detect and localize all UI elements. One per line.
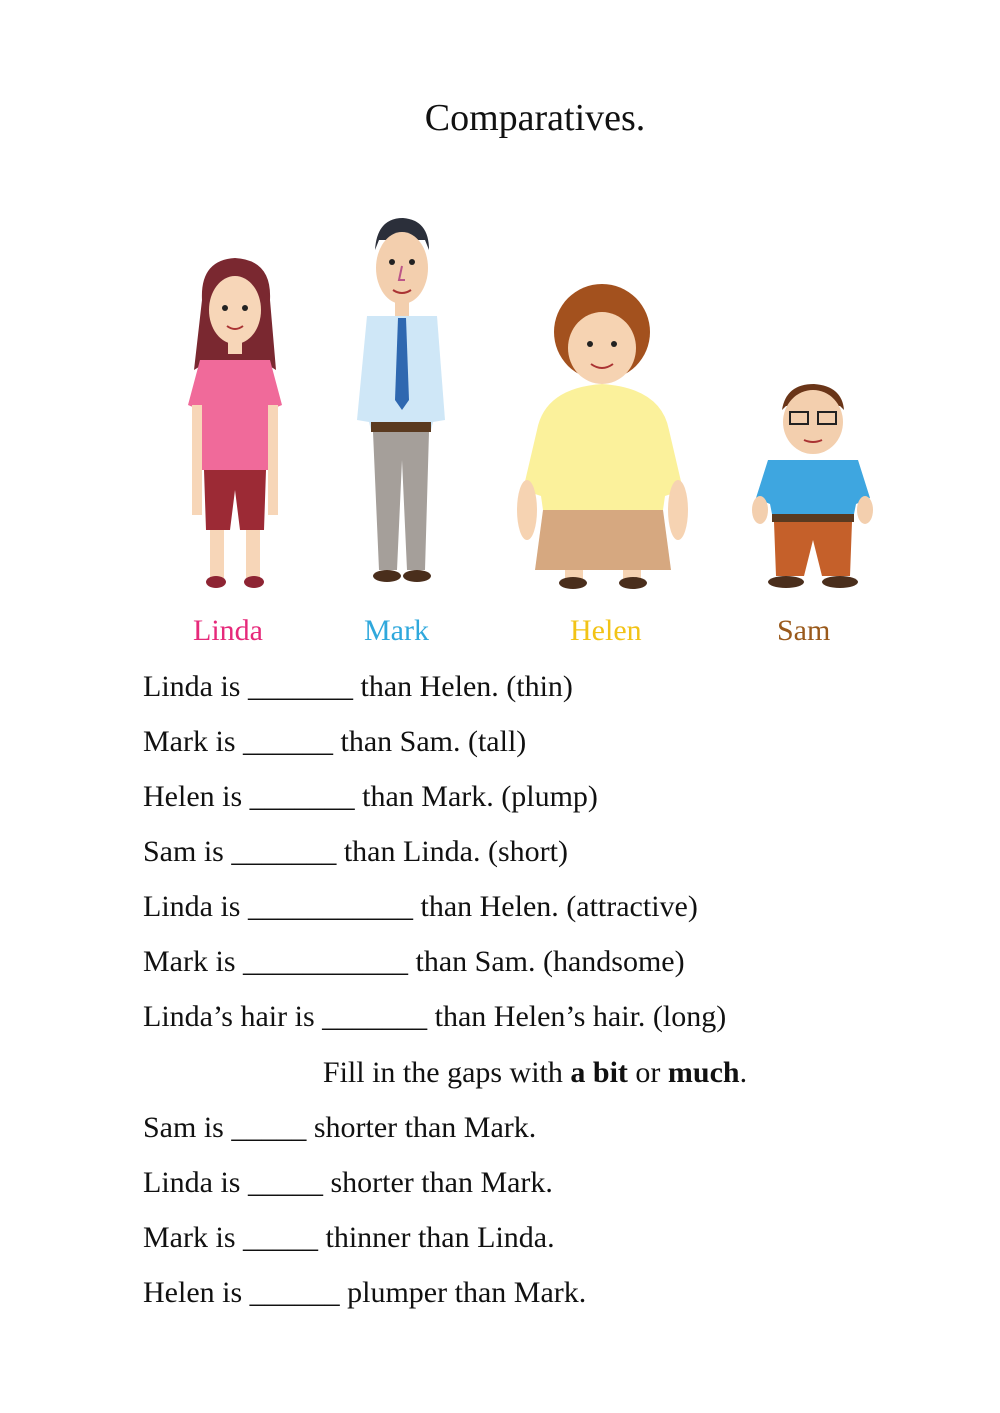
girl-figure-icon (180, 240, 290, 590)
instruction (0, 1056, 1000, 1090)
characters-illustration (0, 190, 1000, 590)
instruction-suffix: . (739, 1056, 748, 1089)
exercise-2-item-2: Linda is _____ shorter than Mark. (143, 1166, 553, 1199)
woman-figure-icon (515, 280, 690, 590)
exercise-2-item-3: Mark is _____ thinner than Linda. (143, 1221, 555, 1254)
exercise-1-item-7: Linda’s hair is _______ than Helen’s hair. (long) (143, 1000, 727, 1033)
name-helen: Helen (570, 614, 642, 647)
short-man-figure-icon (750, 380, 875, 590)
exercise-1-item-5: Linda is ___________ than Helen. (attractive) (143, 890, 698, 923)
page-title: Comparatives. (424, 97, 646, 139)
exercise-2-item-4: Helen is ______ plumper than Mark. (143, 1276, 587, 1309)
name-sam: Sam (777, 614, 831, 647)
name-linda: Linda (193, 614, 263, 647)
exercise-1-item-6: Mark is ___________ than Sam. (handsome) (143, 945, 685, 978)
exercise-1-item-2: Mark is ______ than Sam. (tall) (143, 725, 527, 758)
instruction-prefix: Fill in the gaps with (322, 1056, 571, 1089)
exercise-2-item-1: Sam is _____ shorter than Mark. (143, 1111, 537, 1144)
instruction-bold-a-bit: a bit (570, 1056, 628, 1089)
exercise-1-item-4: Sam is _______ than Linda. (short) (143, 835, 568, 868)
exercise-1-item-3: Helen is _______ than Mark. (plump) (143, 780, 598, 813)
exercise-1-item-1: Linda is _______ than Helen. (thin) (143, 670, 573, 703)
instruction-middle: or (627, 1056, 668, 1089)
man-figure-icon (345, 210, 455, 590)
name-mark: Mark (364, 614, 429, 647)
instruction-bold-much: much (667, 1056, 740, 1089)
